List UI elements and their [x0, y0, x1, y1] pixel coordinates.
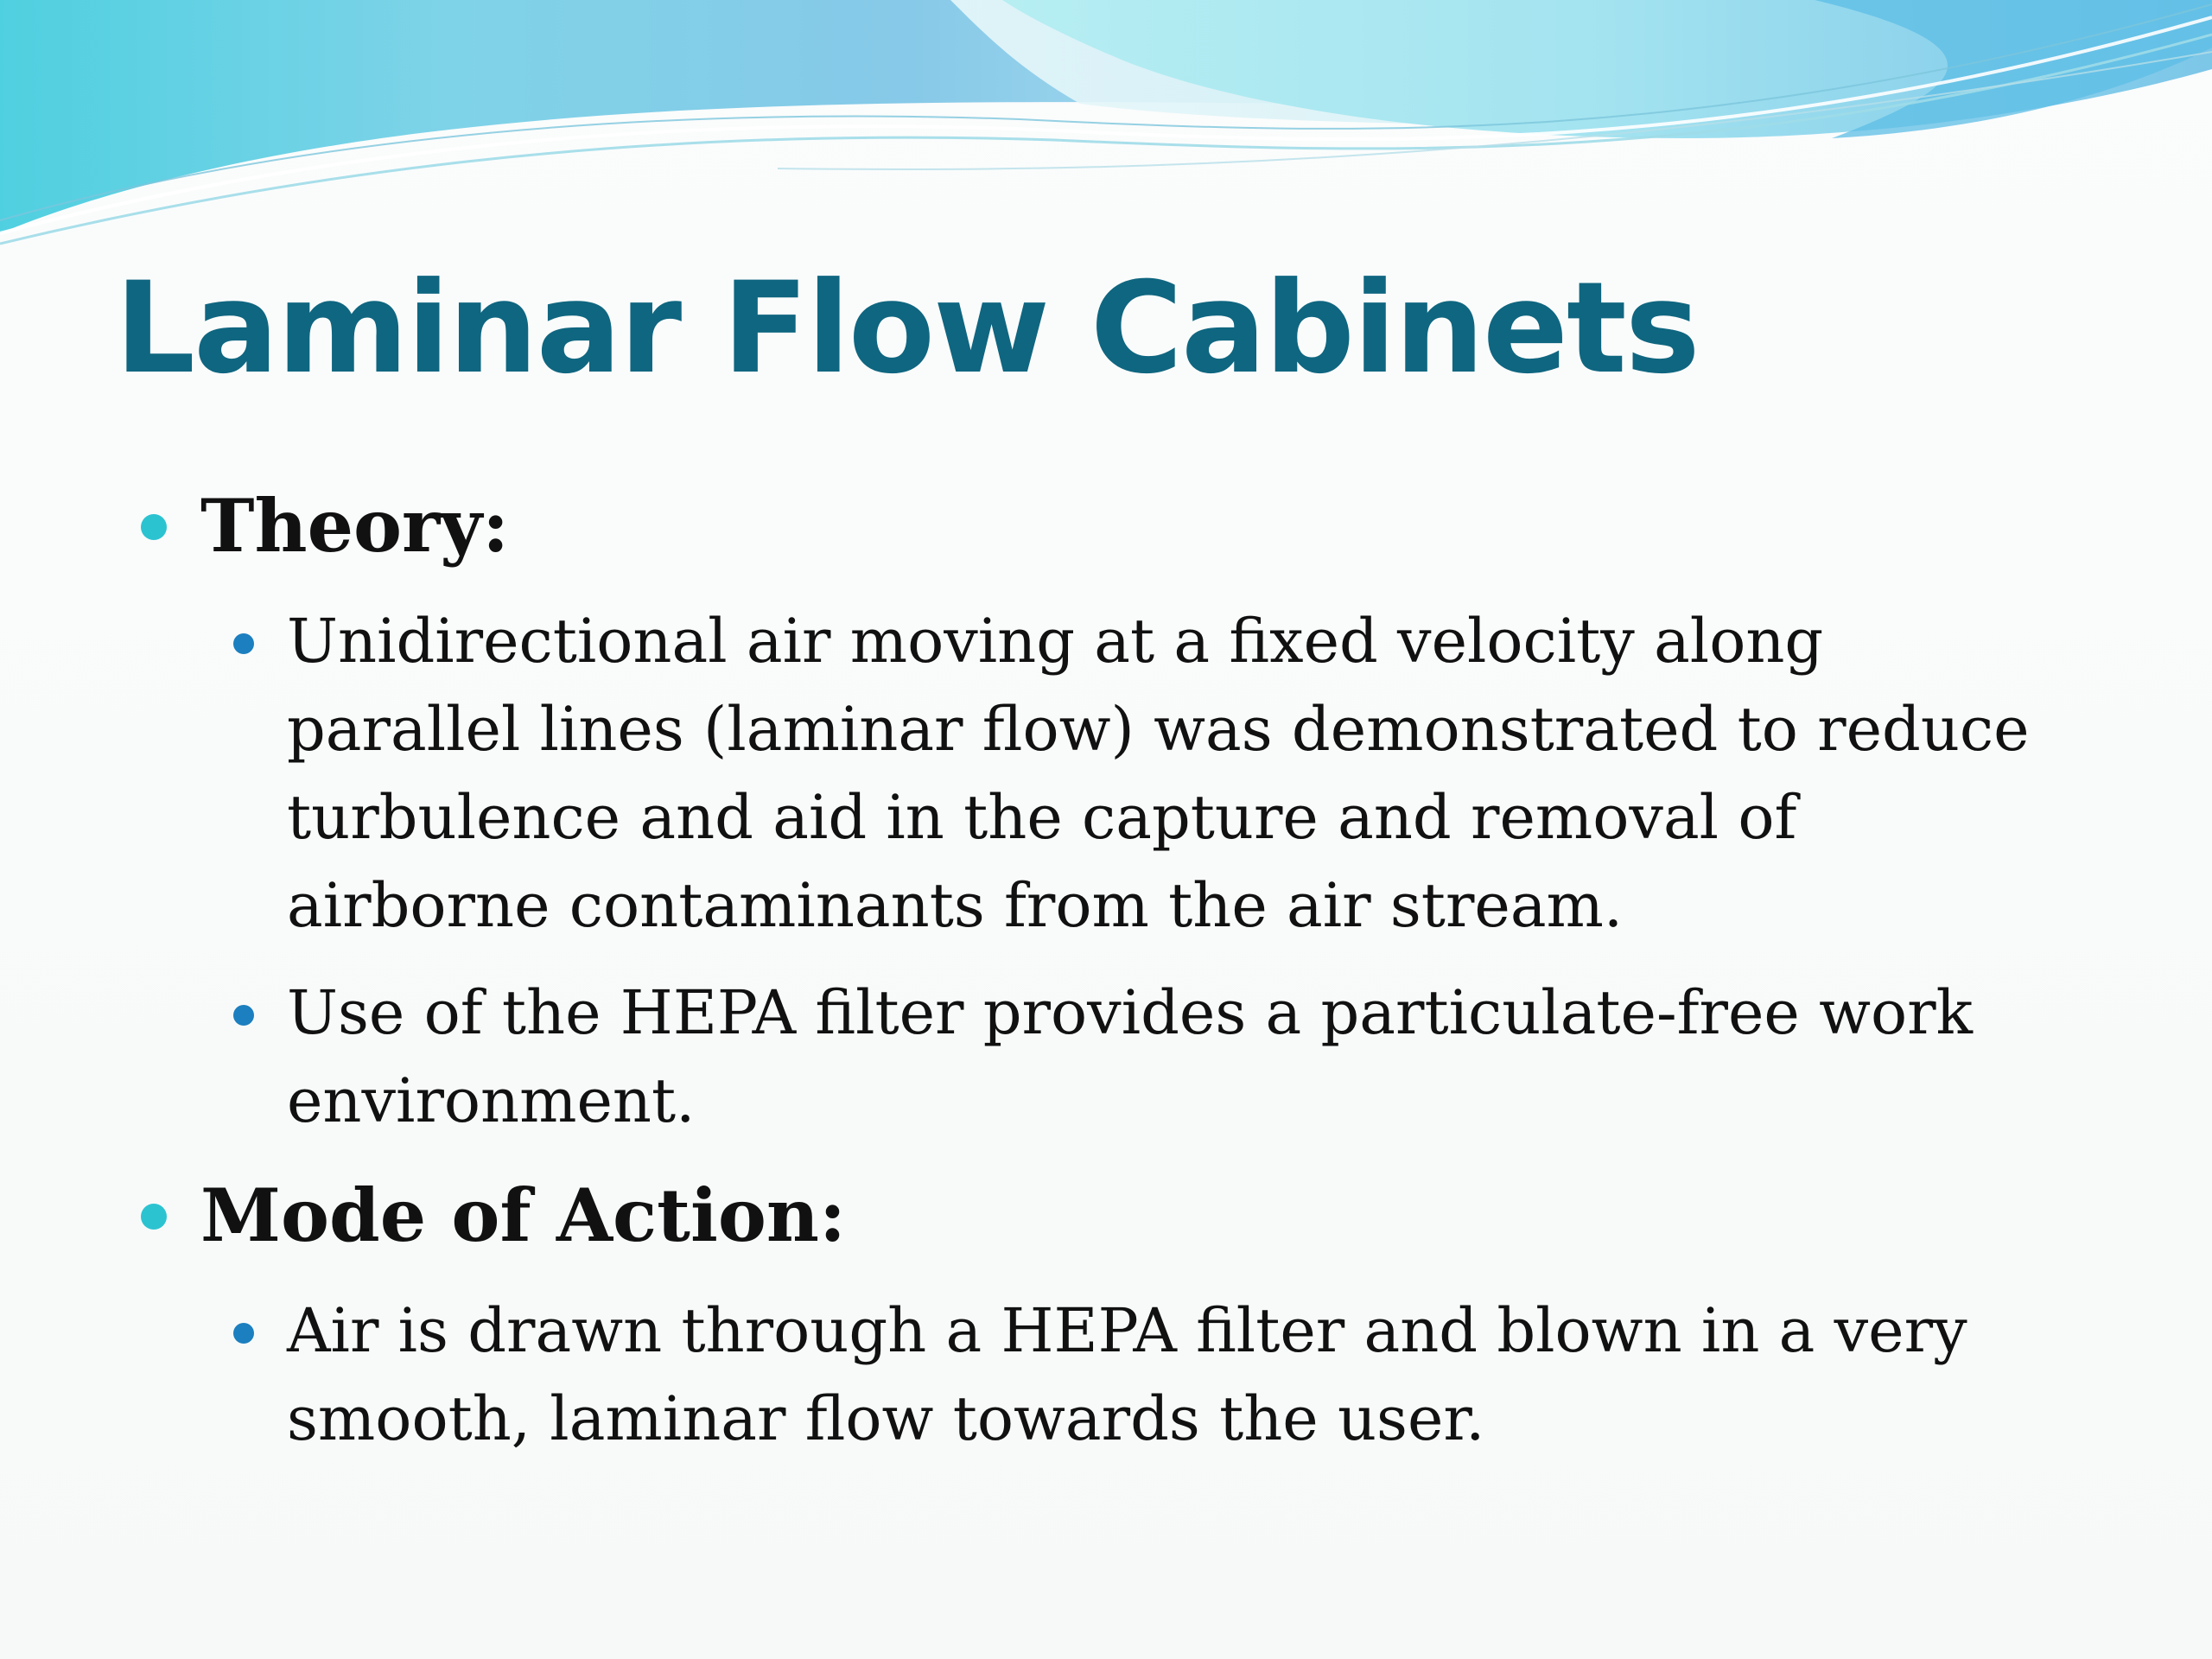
heading-text: Theory:: [200, 483, 510, 569]
slide-title: Laminar Flow Cabinets: [115, 255, 1699, 402]
bullet-line: airborne contaminants from the air stream.: [287, 870, 1624, 941]
bullet-line: turbulence and aid in the capture and removal of: [287, 782, 1797, 853]
bullet-line: smooth, laminar flow towards the user.: [287, 1383, 1485, 1454]
bullet-dot-icon: [233, 1005, 254, 1026]
bullet-line: environment.: [287, 1065, 696, 1136]
bullet-line: Unidirectional air moving at a fixed velocity along: [287, 606, 1824, 677]
slide-content: [138, 471, 2108, 1463]
bullet-point: [287, 1287, 2108, 1463]
bullet-line: Air is drawn through a HEPA filter and blown in a very: [287, 1295, 1967, 1366]
heading-text: Mode of Action:: [200, 1173, 846, 1258]
bullet-line: parallel lines (laminar flow) was demonstrated to reduce: [287, 694, 2030, 765]
bullet-dot-icon: [233, 1323, 254, 1344]
bullet-heading-mode-of-action: [138, 1160, 2108, 1271]
bullet-dot-icon: [233, 633, 254, 654]
decorative-wave-header: [0, 0, 2212, 259]
bullet-point: [287, 969, 2108, 1145]
bullet-dot-icon: [141, 514, 167, 540]
bullet-heading-theory: [138, 471, 2108, 582]
bullet-dot-icon: [141, 1204, 167, 1230]
bullet-point: [287, 597, 2108, 950]
bullet-line: Use of the HEPA filter provides a particulate-free work: [287, 977, 1974, 1048]
